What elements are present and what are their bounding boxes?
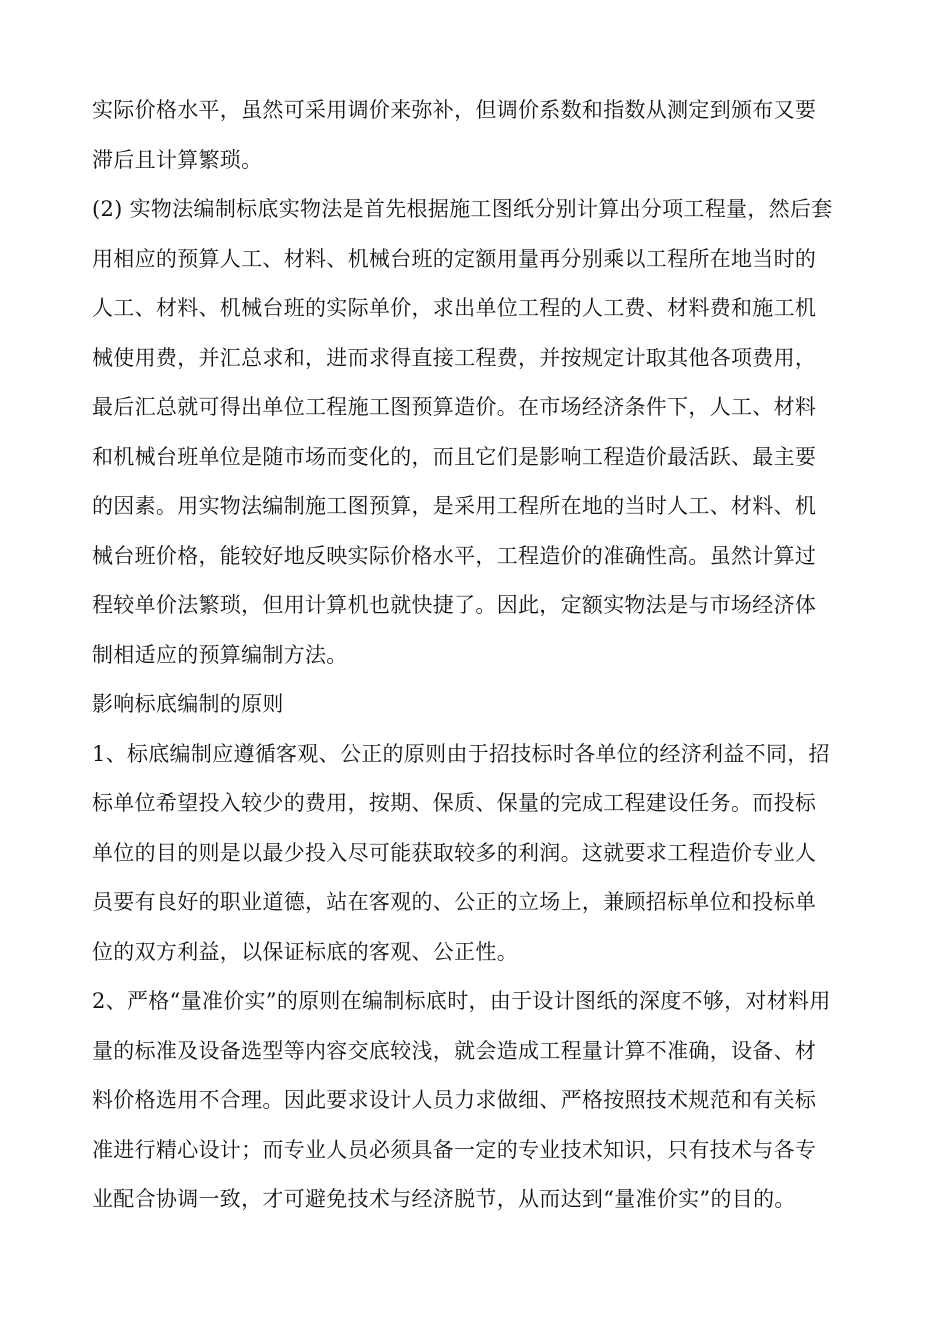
document-body <box>92 86 860 1225</box>
text-line: 业配合协调一致，才可避免技术与经济脱节，从而达到“量准价实”的目的。 <box>92 1187 796 1211</box>
text-line: 位的双方利益，以保证标底的客观、公正性。 <box>92 939 518 964</box>
text-line: 标单位希望投入较少的费用，按期、保质、保量的完成工程建设任务。而投标 <box>92 791 817 815</box>
text-line: 的因素。用实物法编制施工图预算，是采用工程所在地的当时人工、材料、机 <box>92 494 817 518</box>
text-line: 最后汇总就可得出单位工程施工图预算造价。在市场经济条件下，人工、材料 <box>92 395 817 419</box>
text-line: 滞后且计算繁琐。 <box>92 147 263 172</box>
text-line: 准进行精心设计；而专业人员必须具备一定的专业技术知识，只有技术与各专 <box>92 1137 817 1162</box>
text-line: 和机械台班单位是随市场而变化的，而且它们是影响工程造价最活跃、最主要 <box>92 444 817 469</box>
text-line: 量的标准及设备选型等内容交底较浅，就会造成工程量计算不准确，设备、材 <box>92 1038 817 1063</box>
text-line: 程较单价法繁琐，但用计算机也就快捷了。因此，定额实物法是与市场经济体 <box>92 593 817 617</box>
text-line: 1、标底编制应遵循客观、公正的原则由于招技标时各单位的经济利益不同，招 <box>92 741 830 766</box>
text-line: (2) 实物法编制标底实物法是首先根据施工图纸分别计算出分项工程量，然后套 <box>92 197 833 221</box>
text-line: 料价格选用不合理。因此要求设计人员力求做细、严格按照技术规范和有关标 <box>92 1088 817 1112</box>
text-line: 械使用费，并汇总求和，进而求得直接工程费，并按规定计取其他各项费用， <box>92 345 817 370</box>
text-line: 制相适应的预算编制方法。 <box>92 642 348 667</box>
section-heading: 影响标底编制的原则 <box>92 692 284 716</box>
text-line: 2、严格“量准价实”的原则在编制标底时，由于设计图纸的深度不够，对材料用 <box>92 989 831 1013</box>
text-line: 用相应的预算人工、材料、机械台班的定额用量再分别乘以工程所在地当时的 <box>92 246 817 271</box>
text-line: 单位的目的则是以最少投入尽可能获取较多的利润。这就要求工程造价专业人 <box>92 840 817 865</box>
text-line: 员要有良好的职业道德，站在客观的、公正的立场上，兼顾招标单位和投标单 <box>92 890 817 914</box>
text-line: 人工、材料、机械台班的实际单价，求出单位工程的人工费、材料费和施工机 <box>92 296 817 320</box>
text-line: 实际价格水平，虽然可采用调价来弥补，但调价系数和指数从测定到颁布又要 <box>92 98 817 122</box>
text-line: 械台班价格，能较好地反映实际价格水平，工程造价的准确性高。虽然计算过 <box>92 543 817 568</box>
